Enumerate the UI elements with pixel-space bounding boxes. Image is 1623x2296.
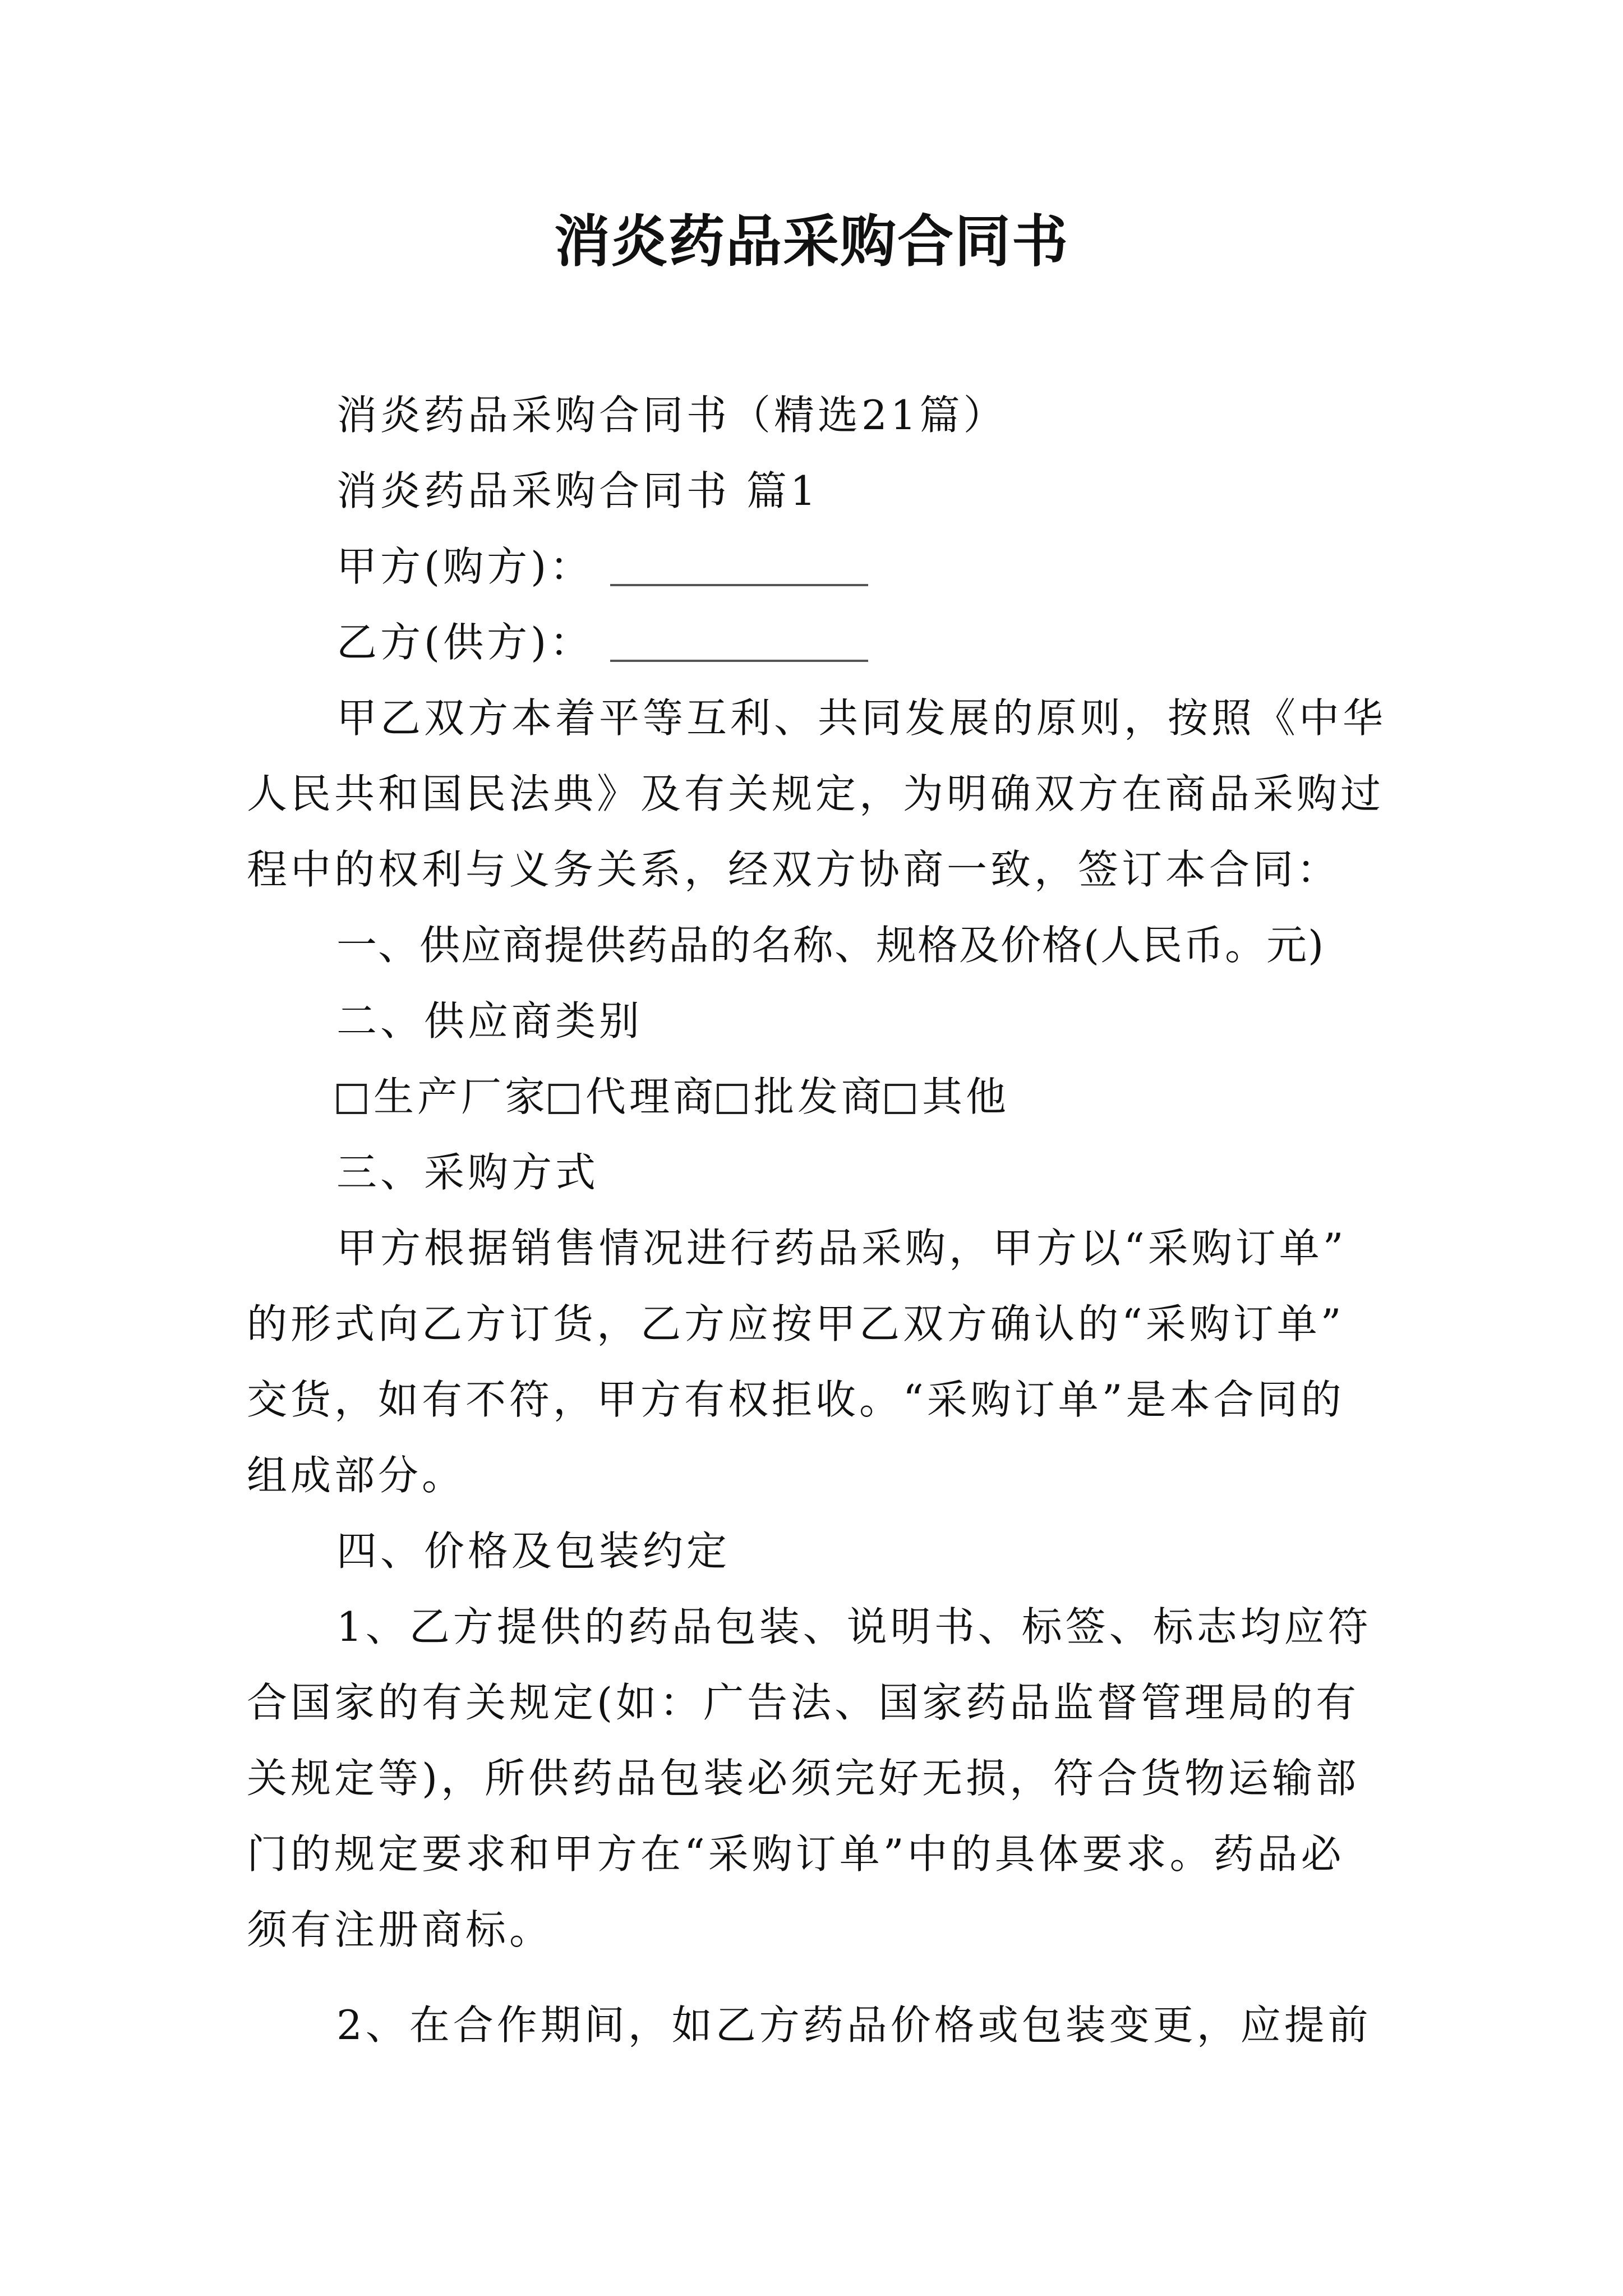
checkbox-icon[interactable]: [548, 1084, 579, 1114]
party-a-blank-line: [610, 584, 868, 586]
procurement-line-4: 组成部分。: [247, 1452, 466, 1499]
clause-4: 四、价格及包装约定: [336, 1527, 731, 1575]
clause-3: 三、采购方式: [336, 1149, 600, 1196]
pricing2-line-1: 2、在合作期间，如乙方药品价格或包装变更，应提前: [336, 2001, 1372, 2049]
pricing1-line-1: 1、乙方提供的药品包装、说明书、标签、标志均应符: [336, 1603, 1372, 1650]
checkbox-icon[interactable]: [717, 1084, 747, 1114]
intro-line-2: 人民共和国民法典》及有关规定，为明确双方在商品采购过: [247, 770, 1385, 817]
pricing1-line-4: 门的规定要求和甲方在“采购订单”中的具体要求。药品必: [247, 1830, 1345, 1878]
party-b-row: [336, 611, 1391, 673]
supplier-type-options: [336, 1066, 1391, 1128]
checkbox-icon[interactable]: [885, 1084, 915, 1114]
pricing1-line-3: 关规定等)，所供药品包装必须完好无损，符合货物运输部: [247, 1755, 1360, 1802]
procurement-line-1: 甲方根据销售情况进行药品采购，甲方以“采购订单”: [336, 1225, 1347, 1272]
pricing1-line-5: 须有注册商标。: [247, 1906, 554, 1953]
procurement-line-3: 交货，如有不符，甲方有权拒收。“采购订单”是本合同的: [247, 1376, 1345, 1423]
clause-1: 一、供应商提供药品的名称、规格及价格(人民币。元): [336, 922, 1325, 969]
document-title: 消炎药品采购合同书: [554, 208, 1069, 274]
party-b-label: 乙方(供方)：: [336, 619, 594, 666]
checkbox-icon[interactable]: [336, 1084, 367, 1114]
clause-2: 二、供应商类别: [336, 997, 643, 1045]
subtitle: 消炎药品采购合同书（精选21篇）: [336, 392, 1007, 439]
party-b-blank-line: [610, 660, 868, 662]
intro-line-3: 程中的权利与义务关系，经双方协商一致，签订本合同：: [247, 846, 1341, 893]
pricing1-line-2: 合国家的有关规定(如：广告法、国家药品监督管理局的有: [247, 1679, 1360, 1726]
option-label: 批发商: [754, 1073, 886, 1120]
party-a-label: 甲方(购方)：: [336, 543, 594, 590]
procurement-line-2: 的形式向乙方订货，乙方应按甲乙双方确认的“采购订单”: [247, 1300, 1345, 1347]
option-label: 代理商: [585, 1073, 717, 1120]
party-a-row: [336, 536, 1391, 597]
section-heading: 消炎药品采购合同书 篇1: [336, 467, 819, 514]
intro-line-1: 甲乙双方本着平等互利、共同发展的原则，按照《中华: [336, 694, 1387, 742]
option-label: 其他: [922, 1073, 1010, 1120]
option-label: 生产厂家: [374, 1073, 549, 1120]
